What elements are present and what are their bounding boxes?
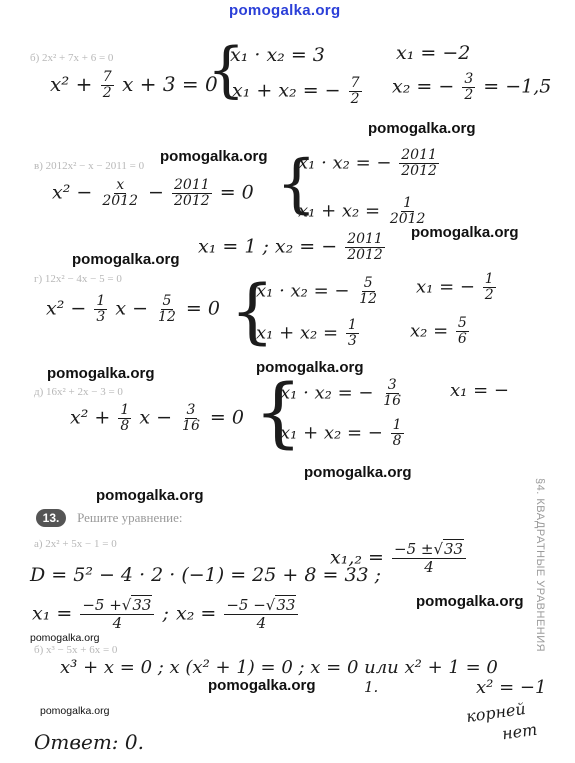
root-g-2: x₂ = $\frac{5}{6}$	[410, 315, 467, 347]
watermark: pomogalka.org	[208, 677, 316, 694]
system-v-line1: x₁ · x₂ = − $\frac{2011}{2012}$	[298, 147, 437, 179]
roots-formula-13a: x₁,₂ = $\frac{-5 \pm√33}{4}$	[330, 542, 468, 575]
watermark: pomogalka.org	[304, 464, 412, 481]
discriminant: D = 5² − 4 · 2 · (−1) = 25 + 8 = 33 ;	[30, 564, 382, 586]
root-13a-1: x₁ = $\frac{-5 +√33}{4}$ ;	[32, 596, 169, 632]
system-g-line1: x₁ · x₂ = − $\frac{5}{12}$	[256, 275, 378, 307]
root-b-2: x₂ = − $\frac{3}{2}$ = −1,5	[392, 71, 552, 103]
watermark: pomogalka.org	[368, 120, 476, 137]
system-brace-g: {	[230, 270, 275, 352]
equation-g: x² − $\frac{1}{3}$ x − $\frac{5}{12}$ = 0	[46, 293, 220, 325]
sidebar-section-title: §4. КВАДРАТНЫЕ УРАВНЕНИЯ	[534, 478, 546, 653]
printed-problem-13b: б) x³ − 5x + 6x = 0	[34, 644, 118, 656]
solution-13b-step: 1.	[364, 678, 379, 696]
equation-b: x² + $\frac{7}{2}$ x + 3 = 0	[50, 69, 218, 101]
printed-problem-d: д) 16x² + 2x − 3 = 0	[34, 386, 123, 398]
printed-problem-v: в) 2012x² − x − 2011 = 0	[34, 160, 145, 172]
solution-13b-x2: x² = −1	[476, 677, 547, 698]
system-d-line1: x₁ · x₂ = − $\frac{3}{16}$	[280, 377, 402, 409]
system-brace-d: {	[254, 367, 303, 456]
watermark: pomogalka.org	[160, 148, 268, 165]
system-b-line2: x₁ + x₂ = − $\frac{7}{2}$	[232, 75, 360, 107]
watermark-small: pomogalka.org	[40, 705, 110, 717]
system-b-line1: x₁ · x₂ = 3	[230, 44, 325, 66]
task-header	[36, 507, 183, 527]
system-v-line2: x₁ + x₂ = $\frac{1}{2012}$	[298, 195, 426, 227]
watermark: pomogalka.org	[416, 593, 524, 610]
watermark: pomogalka.org	[411, 224, 519, 241]
equation-v: x² − $\frac{x}{2012}$ − $\frac{2011}{2012}$ = 0	[52, 177, 254, 209]
root-g-1: x₁ = − $\frac{1}{2}$	[416, 271, 494, 303]
watermark: pomogalka.org	[47, 365, 155, 382]
answer-13b: Ответ: 0.	[34, 730, 144, 754]
task-heading: Решите уравнение:	[77, 510, 183, 525]
printed-problem-13a: а) 2x² + 5x − 1 = 0	[34, 538, 117, 550]
solution-13b-no-roots-2: нет	[500, 719, 539, 744]
system-g-line2: x₁ + x₂ = $\frac{1}{3}$	[256, 317, 357, 349]
equation-d: x² + $\frac{1}{8}$ x − $\frac{3}{16}$ = 0	[70, 402, 244, 434]
watermark: pomogalka.org	[96, 487, 204, 504]
solution-13b-no-roots-1: корней	[464, 698, 527, 727]
printed-problem-b: б) 2x² + 7x + 6 = 0	[30, 52, 114, 64]
system-d-line2: x₁ + x₂ = − $\frac{1}{8}$	[280, 417, 402, 449]
task-number-badge: 13.	[36, 509, 66, 527]
roots-v: x₁ = 1 ; x₂ = − $\frac{2011}{2012}$	[198, 231, 383, 263]
root-b-1: x₁ = −2	[396, 42, 471, 64]
watermark: pomogalka.org	[72, 251, 180, 268]
root-13a-2: x₂ = $\frac{-5 -√33}{4}$	[176, 598, 300, 631]
solution-13b: x³ + x = 0 ; x (x² + 1) = 0 ; x = 0 или x² + 1 = 0	[60, 657, 498, 678]
printed-problem-g: г) 12x² − 4x − 5 = 0	[34, 273, 122, 285]
root-d-1: x₁ = −	[450, 380, 509, 401]
watermark-top: pomogalka.org	[229, 2, 341, 19]
watermark-small: pomogalka.org	[30, 632, 100, 644]
system-brace-b: {	[207, 35, 246, 105]
system-brace-v: {	[276, 147, 317, 221]
watermark: pomogalka.org	[256, 359, 364, 376]
